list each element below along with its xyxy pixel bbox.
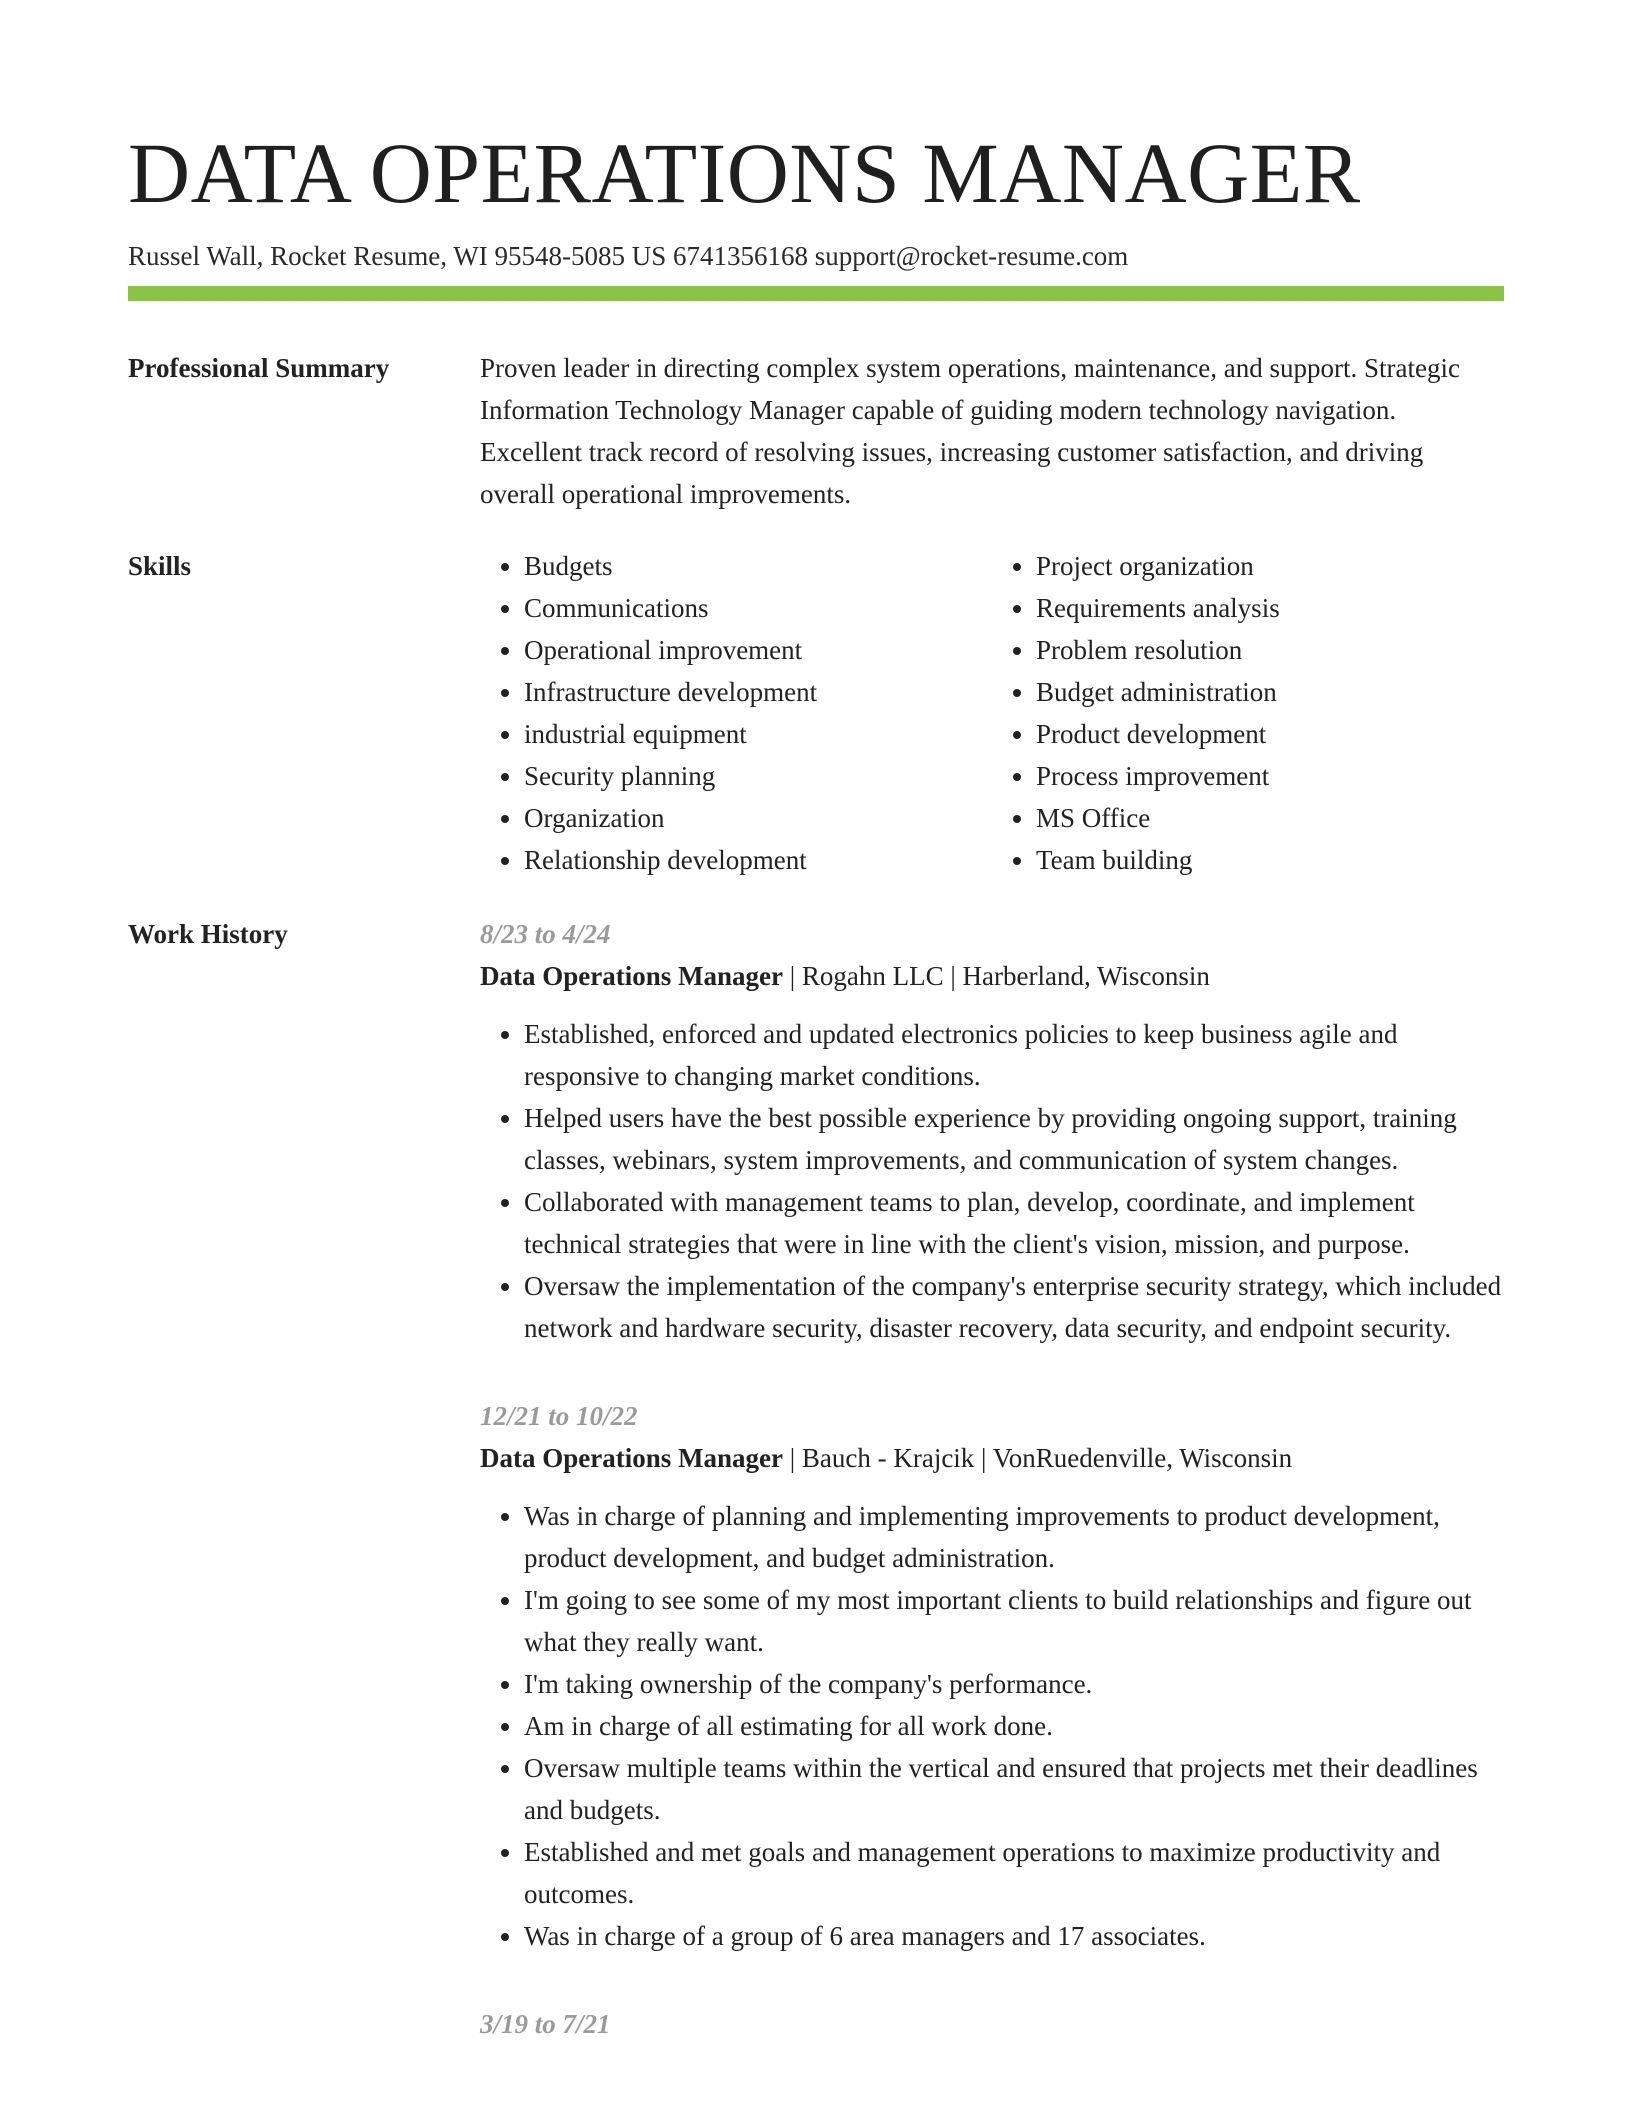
job-bullet: • I'm going to see some of my most important clients to build relationships and figure out what they really want. [524,1579,1504,1663]
skill-item: • Organization [524,797,992,839]
skill-item: • Relationship development [524,839,992,881]
skill-item: • Project organization [1036,545,1504,587]
summary-text: Proven leader in directing complex system operations, maintenance, and support. Strategic Information Technology Manager capable of guiding modern technology navigation. Excellent track record of resolving issues, increasing customer satisfaction, and driving overall operational improvements. [480,353,1460,509]
skill-item: • Problem resolution [1036,629,1504,671]
job-bullets [480,1495,1504,1957]
job-dates: 3/19 to 7/21 [480,2009,611,2039]
summary-content [480,347,1504,515]
work-history-content [480,913,1504,2091]
job-bullet: • Oversaw multiple teams within the vertical and ensured that projects met their deadlines and budgets. [524,1747,1504,1831]
job-entry [480,1395,1504,1957]
skills-label: Skills [128,551,192,581]
skill-item: • Team building [1036,839,1504,881]
job-entry [480,913,1504,1349]
job-bullet: • Was in charge of a group of 6 area managers and 17 associates. [524,1915,1504,1957]
job-bullet: • Established, enforced and updated electronics policies to keep business agile and responsive to changing market conditions. [524,1013,1504,1097]
job-bullet: • I'm taking ownership of the company's performance. [524,1663,1504,1705]
job-heading [480,1437,1504,1479]
skill-item: • Product development [1036,713,1504,755]
skills-column-1 [480,545,992,881]
skill-item: • Budgets [524,545,992,587]
job-title: Data Operations Manager [480,961,783,991]
contact-line: Russel Wall, Rocket Resume, WI 95548-5085 US 6741356168 support@rocket-resume.com [128,241,1129,271]
job-bullet: • Collaborated with management teams to plan, develop, coordinate, and implement technical strategies that were in line with the client's vision, mission, and purpose. [524,1181,1504,1265]
resume-title: DATA OPERATIONS MANAGER [128,125,1361,221]
summary-label: Professional Summary [128,353,390,383]
job-dates: 12/21 to 10/22 [480,1401,638,1431]
job-bullet: • Was in charge of planning and implementing improvements to product development, product development, and budget administration. [524,1495,1504,1579]
job-dates: 8/23 to 4/24 [480,919,611,949]
skill-item: • Process improvement [1036,755,1504,797]
job-details: | Rogahn LLC | Harberland, Wisconsin [782,961,1210,991]
skill-item: • MS Office [1036,797,1504,839]
job-title: Data Operations Manager [480,1443,783,1473]
skill-item: • industrial equipment [524,713,992,755]
skill-item: • Infrastructure development [524,671,992,713]
skill-item: • Communications [524,587,992,629]
job-bullet: • Established and met goals and management operations to maximize productivity and outcomes. [524,1831,1504,1915]
job-bullet: • Am in charge of all estimating for all work done. [524,1705,1504,1747]
job-bullet: • Oversaw the implementation of the company's enterprise security strategy, which included network and hardware security, disaster recovery, data security, and endpoint security. [524,1265,1504,1349]
skill-item: • Security planning [524,755,992,797]
skills-column-2 [992,545,1504,881]
job-bullets [480,1013,1504,1349]
resume-header [128,118,1504,276]
work-history-label: Work History [128,919,288,949]
skill-item: • Requirements analysis [1036,587,1504,629]
job-bullet: • Helped users have the best possible experience by providing ongoing support, training classes, webinars, system improvements, and communication of system changes. [524,1097,1504,1181]
skills-content [480,545,1504,881]
job-heading [480,955,1504,997]
accent-divider [128,286,1504,301]
skill-item: • Budget administration [1036,671,1504,713]
job-details: | Bauch - Krajcik | VonRuedenville, Wisconsin [782,1443,1293,1473]
job-entry [480,2003,1504,2045]
skill-item: • Operational improvement [524,629,992,671]
